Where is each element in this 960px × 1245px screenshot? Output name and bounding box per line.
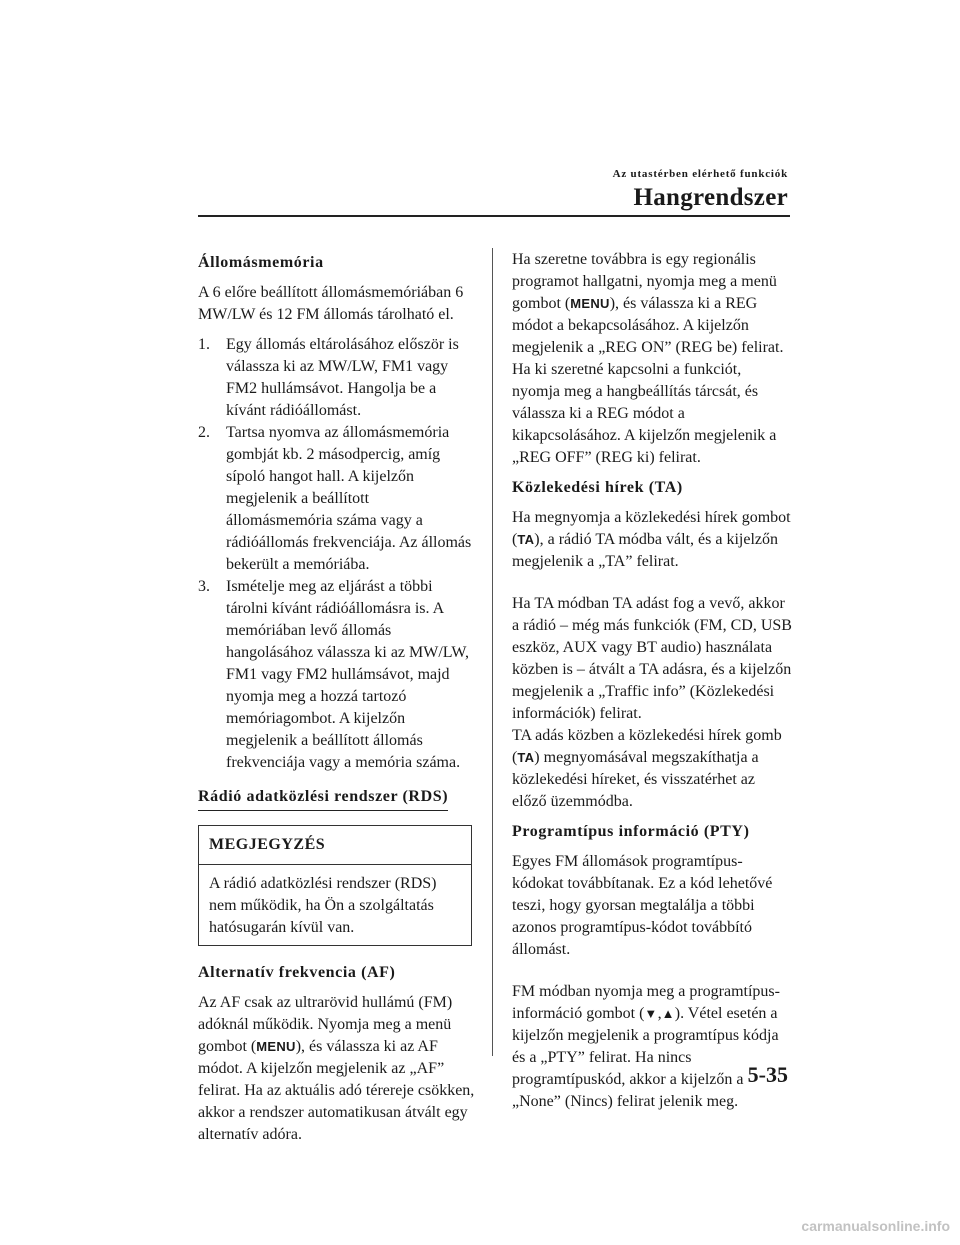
up-arrow-icon: ▲ — [661, 1006, 675, 1021]
step-item — [198, 334, 478, 422]
reg-text-1: Ha szeretne továbbra is egy regionális programot hallgatni, nyomja meg a menü gombot ( — [512, 251, 777, 312]
pty-text-3: ). Vétel esetén a kijelzőn megjelenik a programtípus kódja és a „PTY” felirat. Ha nincs programtípuskód, akkor a kijelzőn a „None” (Nincs) felirat jelenik meg. — [512, 1005, 779, 1110]
steps-list — [198, 334, 478, 774]
heading-station-memory: Állomásmemória — [198, 254, 324, 271]
page-number: 5-35 — [747, 1062, 788, 1087]
heading-rds: Rádió adatközlési rendszer (RDS) — [198, 786, 448, 811]
note-body: A rádió adatközlési rendszer (RDS) nem működik, ha Ön a szolgáltatás hatósugarán kívül van. — [209, 875, 437, 936]
left-column — [198, 252, 478, 1154]
heading-af: Alternatív frekvencia (AF) — [198, 964, 396, 981]
menu-button-icon: MENU — [256, 1039, 296, 1054]
ta-paragraph-1 — [512, 507, 792, 573]
ta-button-icon: TA — [517, 750, 535, 765]
heading-ta: Közlekedési hírek (TA) — [512, 479, 683, 496]
watermark[interactable]: carmanualsonline.info — [801, 1218, 950, 1234]
ta-text-2: ), a rádió TA módba vált, és a kijelzőn megjelenik a „TA” felirat. — [512, 531, 778, 570]
ta-text-1: Ha megnyomja a közlekedési hírek gombot ( — [512, 509, 791, 548]
step-text: Ismételje meg az eljárást a többi tárolni kívánt rádióállomásra is. A memóriában levő állomás hangolásához válassza ki az MW/LW, FM1 vagy FM2 hullámsávot, majd nyomja meg a hozzá tartozó memóriagombot. A kijelzőn megjelenik a beállított állomás frekvenciája vagy a memória száma. — [226, 578, 470, 771]
section-label: Az utastérben elérhető funkciók — [612, 168, 788, 180]
header-rule — [198, 215, 790, 217]
heading-pty: Programtípus információ (PTY) — [512, 823, 750, 840]
step-text: Egy állomás eltárolásához először is válassza ki az MW/LW, FM1 vagy FM2 hullámsávot. Hangolja be a kívánt rádióállomást. — [226, 336, 459, 419]
reg-paragraph — [512, 249, 792, 469]
af-text-2: ), és válassza ki az AF módot. A kijelzőn megjelenik az „AF” felirat. Ha az aktuális adó térereje csökken, akkor a rendszer automatikusan átvált egy alternatív adóra. — [198, 1038, 475, 1143]
intro-paragraph: A 6 előre beállított állomásmemóriában 6 MW/LW és 12 FM állomás tárolható el. — [198, 284, 464, 323]
af-paragraph — [198, 992, 478, 1146]
ta-button-icon: TA — [517, 532, 535, 547]
af-text-1: Az AF csak az ultrarövid hullámú (FM) adóknál működik. Nyomja meg a menü gombot ( — [198, 994, 453, 1055]
ta-paragraph-3 — [512, 725, 792, 813]
right-column — [512, 249, 792, 1121]
pty-text-2: FM módban nyomja meg a programtípus-információ gombot ( — [512, 983, 780, 1022]
pty-paragraph-2 — [512, 981, 792, 1113]
note-title: MEGJEGYZÉS — [199, 826, 471, 865]
step-number: 2. — [198, 424, 210, 441]
step-text: Tartsa nyomva az állomásmemória gombját kb. 2 másodpercig, amíg sípoló hangot hall. A kijelzőn megjelenik a beállított állomásmemória száma vagy a rádióállomás frekvenciája. Az állomás bekerült a memóriába. — [226, 424, 472, 573]
section-title: Hangrendszer — [633, 184, 788, 211]
step-item — [198, 576, 478, 774]
note-box — [198, 825, 472, 946]
step-number: 1. — [198, 336, 210, 353]
pty-paragraph-1: Egyes FM állomások programtípus-kódokat továbbítanak. Ez a kód lehetővé teszi, hogy gyorsan megtalálja a többi azonos programtípus-kódot továbbító állomást. — [512, 853, 773, 958]
column-divider — [492, 248, 493, 1056]
step-item — [198, 422, 478, 576]
ta-paragraph-2: Ha TA módban TA adást fog a vevő, akkor a rádió – még más funkciók (FM, CD, USB eszköz, AUX vagy BT audio) használata közben is – átvált a TA adásra, és a kijelzőn megjelenik a „Traffic info” (Közlekedési információk) felirat. — [512, 595, 792, 722]
step-number: 3. — [198, 578, 210, 595]
ta-text-4: TA adás közben a közlekedési hírek gomb ( — [512, 727, 782, 766]
comma-separator: , — [657, 1005, 662, 1022]
menu-button-icon: MENU — [570, 296, 610, 311]
reg-text-2: ), és válassza ki a REG módot a bekapcsolásához. A kijelzőn megjelenik a „REG ON” (REG be) felirat. Ha ki szeretné kapcsolni a funkciót, nyomja meg a hangbeállítás tárcsát, és válassza ki a REG módot a kikapcsolásához. A kijelzőn megjelenik a „REG OFF” (REG ki) felirat. — [512, 295, 784, 466]
ta-text-5: ) megnyomásával megszakíthatja a közlekedési híreket, és visszatérhet az előző üzemmódba. — [512, 749, 759, 810]
down-arrow-icon: ▼ — [644, 1006, 658, 1021]
